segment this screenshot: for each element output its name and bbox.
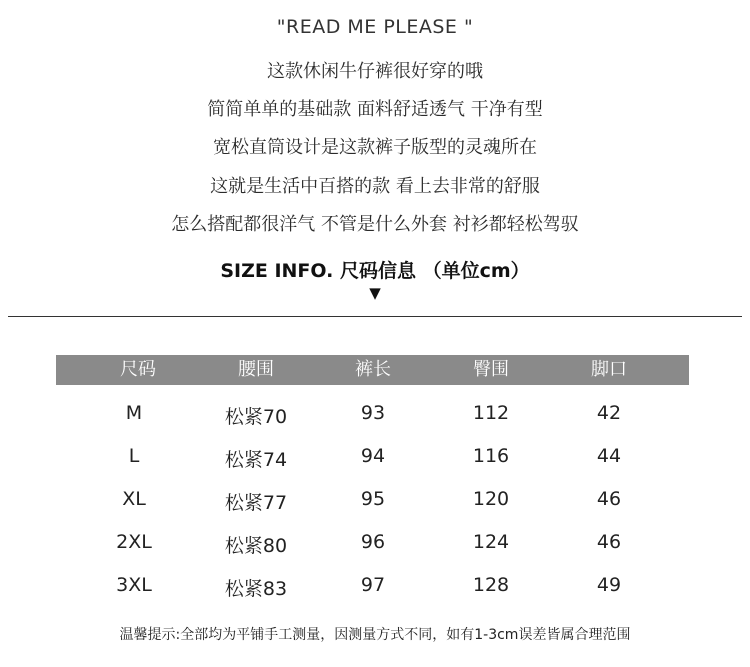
hip-cell: 124 <box>472 531 510 553</box>
description-line-4: 这就是生活中百搭的款 看上去非常的舒服 <box>210 176 540 197</box>
section-divider <box>8 316 742 317</box>
description-line-2: 简简单单的基础款 面料舒适透气 干净有型 <box>207 99 543 120</box>
size-cell: L <box>128 445 140 467</box>
size-cell: 2XL <box>116 531 152 553</box>
hem-cell: 42 <box>596 402 622 424</box>
column-header-waist: 腰围 <box>238 359 274 380</box>
description-line-3: 宽松直筒设计是这款裤子版型的灵魂所在 <box>213 137 537 158</box>
read-me-heading: "READ ME PLEASE " <box>276 16 474 38</box>
hip-cell: 112 <box>472 402 510 424</box>
waist-cell: 松紧74 <box>224 449 288 471</box>
length-cell: 96 <box>360 531 386 553</box>
waist-cell: 松紧70 <box>224 406 288 428</box>
column-header-length: 裤长 <box>355 359 391 380</box>
description-line-1: 这款休闲牛仔裤很好穿的哦 <box>267 61 483 82</box>
hip-cell: 128 <box>472 574 510 596</box>
hem-cell: 46 <box>596 531 622 553</box>
waist-cell: 松紧80 <box>224 535 288 557</box>
arrow-down-icon: ▼ <box>369 284 381 302</box>
size-cell: 3XL <box>116 574 152 596</box>
column-header-hem: 脚口 <box>591 359 627 380</box>
hem-cell: 44 <box>596 445 622 467</box>
size-info-title: SIZE INFO. 尺码信息 （单位cm） <box>220 260 530 282</box>
measurement-note: 温馨提示:全部均为平铺手工测量，因测量方式不同，如有1-3cm误差皆属合理范围 <box>119 627 631 643</box>
column-header-hip: 臀围 <box>473 359 509 380</box>
size-cell: XL <box>122 488 146 510</box>
hem-cell: 49 <box>596 574 622 596</box>
size-cell: M <box>125 402 143 424</box>
hip-cell: 120 <box>472 488 510 510</box>
length-cell: 94 <box>360 445 386 467</box>
size-table-header <box>56 355 689 385</box>
hip-cell: 116 <box>472 445 510 467</box>
waist-cell: 松紧83 <box>224 578 288 600</box>
length-cell: 95 <box>360 488 386 510</box>
waist-cell: 松紧77 <box>224 492 288 514</box>
length-cell: 93 <box>360 402 386 424</box>
length-cell: 97 <box>360 574 386 596</box>
hem-cell: 46 <box>596 488 622 510</box>
column-header-size: 尺码 <box>120 359 156 380</box>
description-line-5: 怎么搭配都很洋气 不管是什么外套 衬衫都轻松驾驭 <box>171 214 579 235</box>
